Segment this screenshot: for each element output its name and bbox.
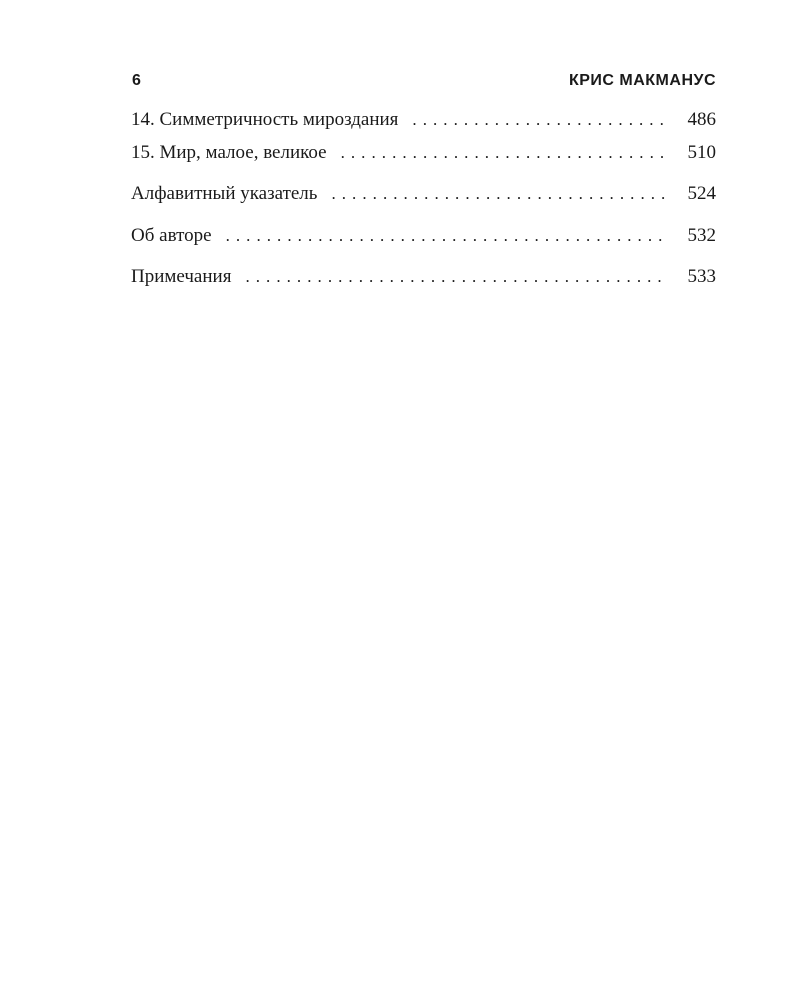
- toc-entry: [131, 142, 716, 168]
- toc-entry: [131, 266, 716, 292]
- toc-entry-title: Об авторе: [131, 225, 212, 246]
- toc-entry-title: Примечания: [131, 266, 232, 287]
- toc-entry-page: 532: [687, 225, 716, 246]
- toc-entry-title: Алфавитный указатель: [131, 183, 318, 204]
- dot-leader: [226, 226, 666, 246]
- toc-entry: [131, 183, 716, 209]
- toc-entry: [131, 109, 716, 135]
- toc-entry: [131, 225, 716, 251]
- page-header: [132, 70, 716, 92]
- toc-entry-page: 524: [687, 183, 716, 204]
- dot-leader: [245, 267, 666, 287]
- page-number: 6: [132, 72, 142, 89]
- toc-entry-page: 486: [687, 109, 716, 130]
- dot-leader: [341, 143, 666, 163]
- toc-entry-title: 14. Симметричность мироздания: [131, 109, 399, 130]
- dot-leader: [412, 110, 666, 130]
- toc-entry-page: 510: [687, 142, 716, 163]
- running-title: КРИС МАКМАНУС: [568, 72, 716, 89]
- toc-entry-title: 15. Мир, малое, великое: [131, 142, 327, 163]
- dot-leader: [331, 184, 666, 204]
- toc-entry-page: 533: [687, 266, 716, 287]
